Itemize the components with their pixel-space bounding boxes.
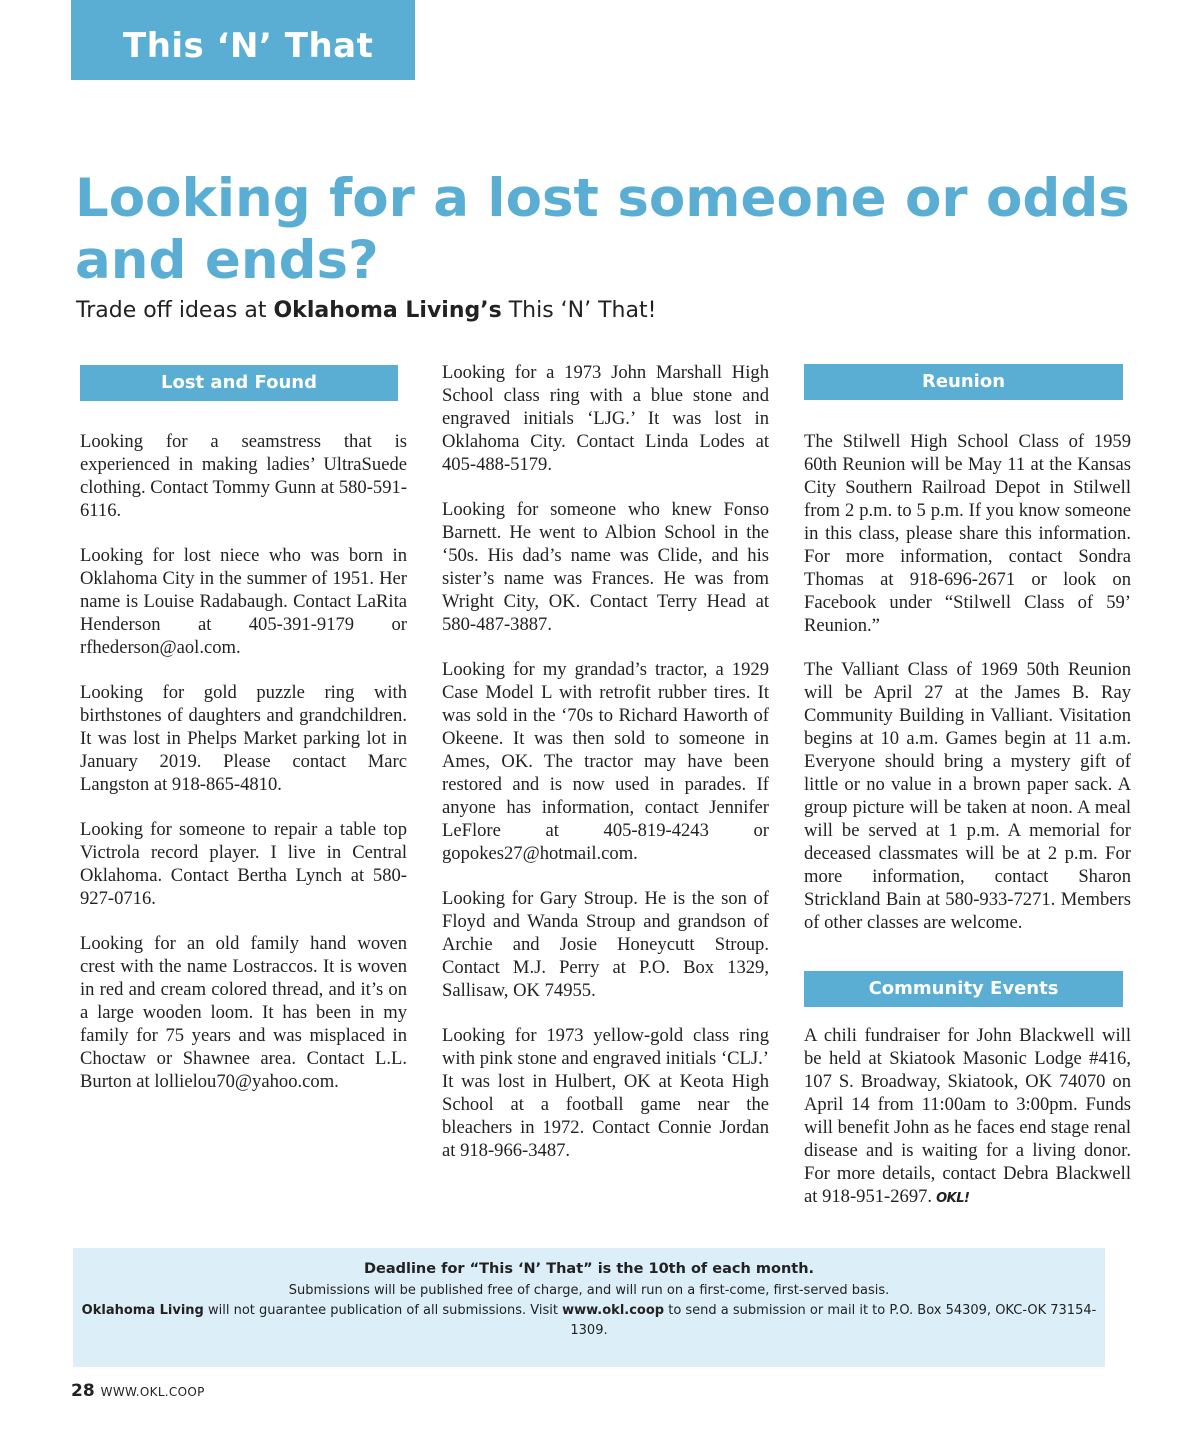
footer-text-b: to send a submission or mail it to P.O. Box 54309, OKC-OK 73154-1309.	[570, 1303, 1097, 1338]
submission-info-box	[73, 1248, 1105, 1367]
subhead-suffix: This ‘N’ That!	[501, 298, 657, 323]
community-event-text: A chili fundraiser for John Blackwell will be held at Skiatook Masonic Lodge #416, 107 S. Broadway, Skiatook, OK 74070 on April 14 from 11:00am to 3:00pm. Funds will benefit John as he faces end stage renal disease and is waiting for a living donor. For more details, contact Debra Blackwell at 918-951-2697.	[804, 1025, 1131, 1207]
classified-item: Looking for an old family hand woven crest with the name Lostraccos. It is woven in red and cream colored thread, and it’s on a large wooden loom. It has been in my family for 75 years and was misplaced in Choctaw or Shawnee area. Contact L.L. Burton at lollielou70@yahoo.com.	[80, 933, 407, 1092]
submission-instructions	[73, 1301, 1105, 1341]
community-event-item	[804, 1024, 1131, 1210]
submission-terms: Submissions will be published free of charge, and will run on a first-come, first-served basis.	[288, 1283, 890, 1298]
classified-item: Looking for my grandad’s tractor, a 1929 Case Model L with retrofit rubber tires. It was sold in the ‘70s to Richard Haworth of Okeene. It was then sold to someone in Ames, OK. The tractor may have been restored and is now used in parades. If anyone has information, contact Jennifer LeFlore at 405-819-4243 or gopokes27@hotmail.com.	[442, 659, 769, 864]
classified-item: Looking for someone to repair a table top Victrola record player. I live in Central Oklahoma. Contact Bertha Lynch at 580-927-0716.	[80, 819, 407, 909]
page-number: 28	[71, 1381, 95, 1401]
section-header-reunion: Reunion	[804, 364, 1123, 400]
classified-item: Looking for someone who knew Fonso Barnett. He went to Albion School in the ‘50s. His dad’s name was Clide, and his sister’s name was Frances. He was from Wright City, OK. Contact Terry Head at 580-487-3887.	[442, 499, 769, 635]
reunion-item: The Stilwell High School Class of 1959 60th Reunion will be May 11 at the Kansas City Southern Railroad Depot in Stilwell from 2 p.m. to 5 p.m. If you know someone in this class, please share this information. For more information, contact Sondra Thomas at 918-696-2671 or look on Facebook under “Stilwell Class of 59’ Reunion.”	[804, 431, 1131, 636]
banner-title: This ‘N’ That	[123, 26, 374, 66]
classified-item: Looking for gold puzzle ring with birthstones of daughters and grandchildren. It was lost in Phelps Market parking lot in January 2019. Please contact Marc Langston at 918-865-4810.	[80, 682, 407, 795]
section-header-lost-and-found: Lost and Found	[80, 365, 398, 401]
classified-item: Looking for 1973 yellow-gold class ring with pink stone and engraved initials ‘CLJ.’ It was lost in Hulbert, OK at Keota High School at a football game near the bleachers in 1972. Contact Connie Jordan at 918-966-3487.	[442, 1025, 769, 1161]
okl-end-mark: OKL!	[936, 1191, 970, 1206]
reunion-item: The Valliant Class of 1969 50th Reunion will be April 27 at the James B. Ray Community Building in Valliant. Visitation begins at 10 a.m. Games begin at 11 a.m. Everyone should bring a mystery gift of little or no value in a brown paper sack. A group picture will be taken at noon. A meal will be served at 1 p.m. A memorial for deceased classmates will be at 2 p.m. For more information, contact Sharon Strickland Bain at 580-933-7271. Members of other classes are welcome.	[804, 659, 1131, 933]
subhead-prefix: Trade off ideas at	[76, 298, 274, 323]
subhead-brand: Oklahoma Living’s	[273, 298, 502, 323]
classified-item: Looking for Gary Stroup. He is the son of Floyd and Wanda Stroup and grandson of Archie and Josie Honeycutt Stroup. Contact M.J. Perry at P.O. Box 1329, Sallisaw, OK 74955.	[442, 888, 769, 1001]
footer-brand: Oklahoma Living	[81, 1303, 204, 1318]
footer-url: www.okl.coop	[562, 1303, 665, 1318]
section-header-community-events: Community Events	[804, 971, 1123, 1007]
classified-item: Looking for a 1973 John Marshall High School class ring with a blue stone and engraved initials ‘LJG.’ It was lost in Oklahoma City. Contact Linda Lodes at 405-488-5179.	[442, 362, 769, 475]
footer-website: WWW.OKL.COOP	[100, 1385, 205, 1399]
classified-item: Looking for lost niece who was born in Oklahoma City in the summer of 1951. Her name is Louise Radabaugh. Contact LaRita Henderson at 405-391-9179 or rfhederson@aol.com.	[80, 545, 407, 658]
page-headline: Looking for a lost someone or odds and ends?	[75, 168, 1130, 291]
section-banner	[71, 0, 415, 80]
deadline-notice: Deadline for “This ‘N’ That” is the 10th of each month.	[363, 1261, 815, 1277]
classified-item: Looking for a seamstress that is experienced in making ladies’ UltraSuede clothing. Contact Tommy Gunn at 580-591-6116.	[80, 431, 407, 521]
page-footer	[71, 1380, 205, 1403]
footer-text-a: will not guarantee publication of all submissions. Visit	[203, 1303, 563, 1318]
subheadline	[76, 296, 656, 326]
